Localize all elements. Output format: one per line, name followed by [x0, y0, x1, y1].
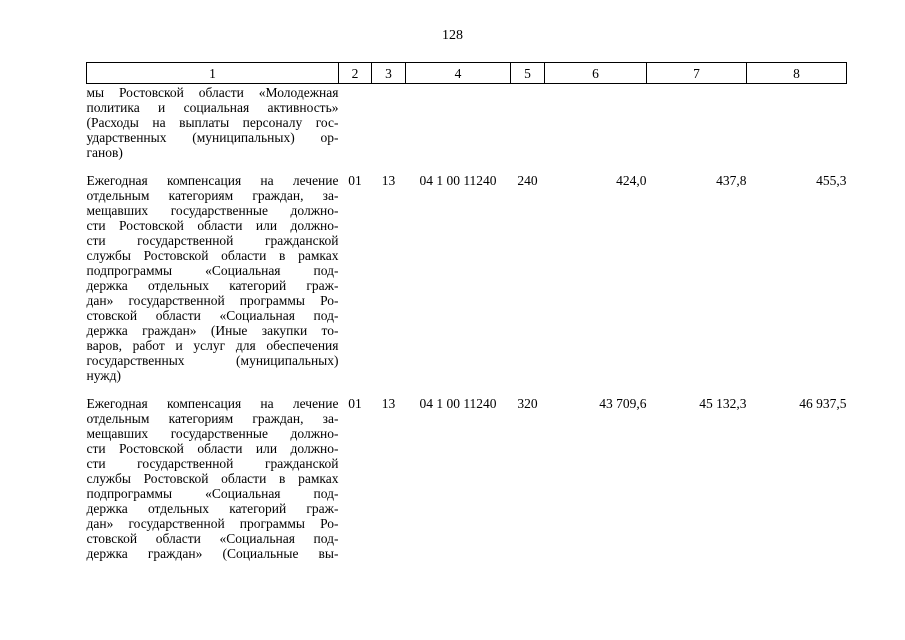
- description-line: сти государственной гражданской: [86, 456, 339, 471]
- header-col-2: 2: [339, 63, 372, 84]
- amount-year-2: 437,8: [716, 173, 747, 188]
- description-line: варов, работ и услуг для обеспечения: [86, 338, 339, 353]
- section-code: [339, 84, 372, 174]
- description-line: отдельным категориям граждан, за-: [86, 188, 339, 203]
- section-code: 01: [348, 396, 362, 411]
- table-row: [87, 84, 847, 174]
- amount-year-3: [747, 84, 847, 174]
- page-number: 128: [442, 28, 463, 43]
- description-line: подпрограммы «Социальная под-: [86, 263, 339, 278]
- description-line: Ежегодная компенсация на лечение: [86, 396, 339, 411]
- header-col-7: 7: [647, 63, 747, 84]
- expense-type-code: 240: [517, 173, 538, 188]
- subsection-code: 13: [381, 396, 396, 411]
- amount-year-1: [545, 84, 647, 174]
- description-line: политика и социальная активность»: [86, 100, 339, 115]
- expense-type-code: [511, 84, 545, 174]
- header-col-6: 6: [545, 63, 647, 84]
- budget-table: [86, 62, 847, 574]
- description-line: ударственных (муниципальных) ор-: [86, 130, 339, 145]
- amount-year-2: 45 132,3: [699, 396, 747, 411]
- description-line: сти Ростовской области или должно-: [86, 441, 339, 456]
- header-col-3: 3: [372, 63, 406, 84]
- target-article-code: 04 1 00 11240: [419, 396, 497, 411]
- target-article-code: 04 1 00 11240: [419, 173, 497, 188]
- expense-type-code: 320: [517, 396, 538, 411]
- description-line: сти государственной гражданской: [86, 233, 339, 248]
- description-line: держка отдельных категорий граж-: [86, 501, 339, 516]
- description-line: ганов): [86, 145, 123, 160]
- description-line: дан» государственной программы Ро-: [86, 293, 339, 308]
- description-line: службы Ростовской области в рамках: [86, 471, 339, 486]
- row-description: [87, 84, 339, 174]
- description-line: государственных (муниципальных): [86, 353, 339, 368]
- description-line: отдельным категориям граждан, за-: [86, 411, 339, 426]
- amount-year-2: [647, 84, 747, 174]
- description-line: службы Ростовской области в рамках: [86, 248, 339, 263]
- description-line: мещавших государственные должно-: [86, 203, 339, 218]
- description-line: мещавших государственные должно-: [86, 426, 339, 441]
- header-col-1: 1: [87, 63, 339, 84]
- header-row: [87, 63, 847, 84]
- description-line: подпрограммы «Социальная под-: [86, 486, 339, 501]
- description-line: сти Ростовской области или должно-: [86, 218, 339, 233]
- subsection-code: [372, 84, 406, 174]
- header-col-5: 5: [511, 63, 545, 84]
- description-line: мы Ростовской области «Молодежная: [86, 85, 339, 100]
- amount-year-3: 455,3: [816, 173, 847, 188]
- row-description: [87, 173, 339, 396]
- header-col-4: 4: [406, 63, 511, 84]
- table-row: [87, 396, 847, 574]
- description-line: держка граждан» (Социальные вы-: [86, 546, 339, 561]
- description-line: Ежегодная компенсация на лечение: [86, 173, 339, 188]
- header-col-8: 8: [747, 63, 847, 84]
- description-line: нужд): [86, 368, 121, 383]
- subsection-code: 13: [381, 173, 396, 188]
- target-article-code: [406, 84, 511, 174]
- description-line: (Расходы на выплаты персоналу гос-: [86, 115, 339, 130]
- section-code: 01: [348, 173, 362, 188]
- description-line: держка отдельных категорий граж-: [86, 278, 339, 293]
- description-line: держка граждан» (Иные закупки то-: [86, 323, 339, 338]
- table-row: [87, 173, 847, 396]
- description-line: стовской области «Социальная под-: [86, 531, 339, 546]
- amount-year-3: 46 937,5: [799, 396, 847, 411]
- amount-year-1: 424,0: [616, 173, 647, 188]
- row-description: [87, 396, 339, 574]
- description-line: дан» государственной программы Ро-: [86, 516, 339, 531]
- description-line: стовской области «Социальная под-: [86, 308, 339, 323]
- table-body: [87, 84, 847, 575]
- amount-year-1: 43 709,6: [599, 396, 647, 411]
